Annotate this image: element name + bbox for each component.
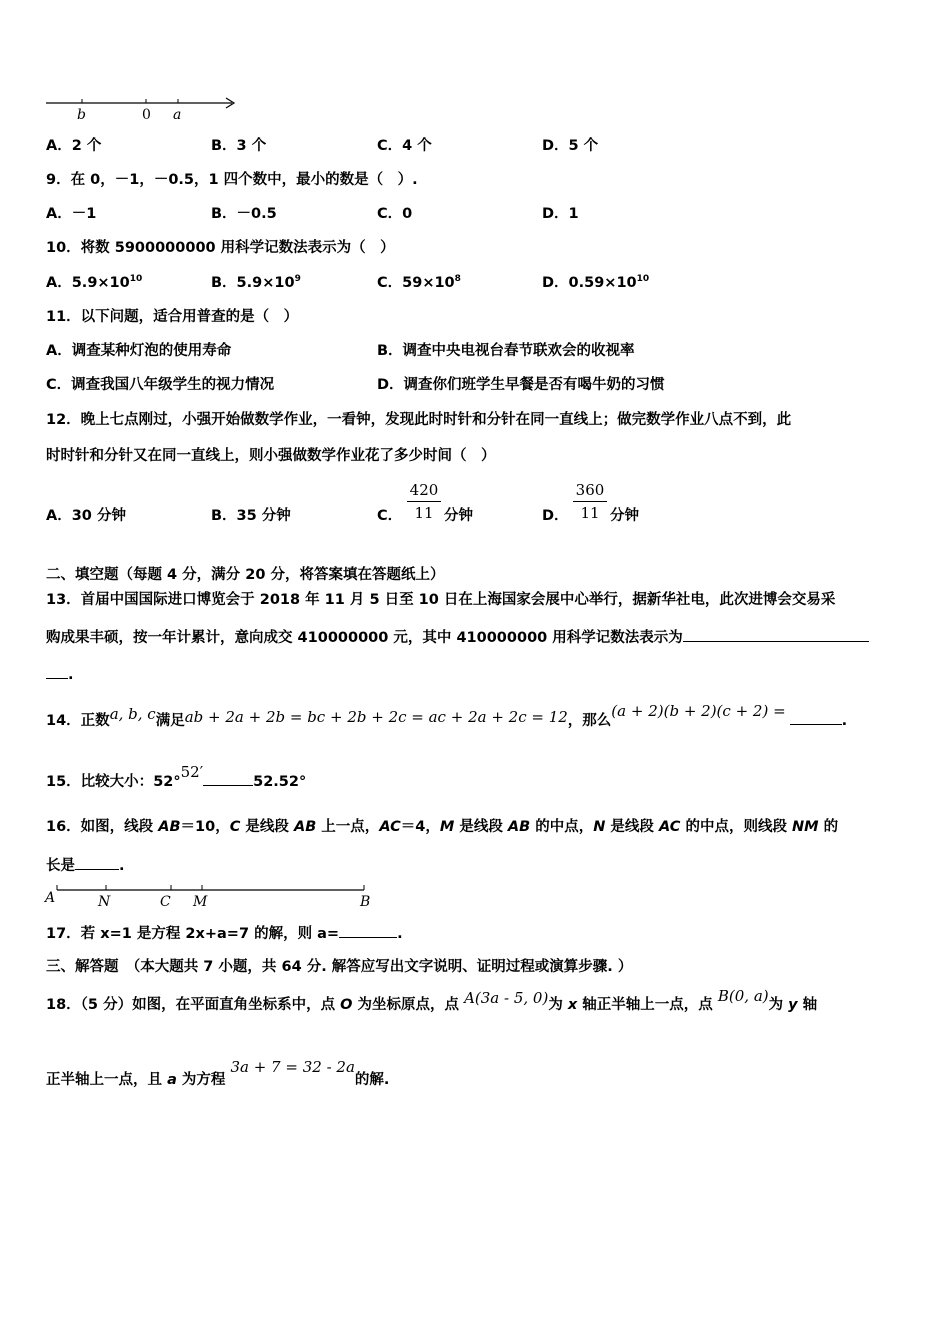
- q18-point-b: B(0, a): [717, 987, 769, 1005]
- q16-part-6: 上一点，: [316, 819, 380, 835]
- q18-text-9: 的解.: [354, 1072, 390, 1088]
- q10-option-b-base: B．5.9×10: [211, 275, 295, 291]
- q12-fraction-c: [407, 481, 441, 522]
- q16-stem-line1: [46, 817, 838, 837]
- q12-option-d-unit: 分钟: [610, 508, 639, 524]
- q12-option-d[interactable]: D．: [542, 508, 569, 524]
- q16-part-18: 的: [818, 819, 839, 835]
- q16-part-4: 是线段: [240, 819, 294, 835]
- q11-option-b[interactable]: B．调查中央电视台春节联欢会的收视率: [377, 343, 635, 359]
- q14-equation: ab + 2a + 2b = bc + 2b + 2c = ac + 2a + 2c = 12: [184, 708, 568, 726]
- q8-option-b[interactable]: B．3 个: [211, 138, 267, 154]
- q11-option-d[interactable]: D．调查你们班学生早餐是否有喝牛奶的习惯: [377, 377, 665, 393]
- q18-var-a: a: [167, 1072, 177, 1088]
- q8-option-a[interactable]: A．2 个: [46, 138, 102, 154]
- q16-part-3: C: [229, 819, 241, 835]
- q16-part-0: 16．如图，线段: [46, 819, 159, 835]
- q16-part-1: AB: [158, 819, 181, 835]
- q16-part-17: NM: [792, 819, 819, 835]
- q16-label-b: B: [360, 894, 371, 908]
- section3-title: 三、解答题 （本大题共 7 小题，共 64 分. 解答应写出文字说明、证明过程或演算步骤. ）: [46, 959, 633, 975]
- q18-point-o: O: [340, 997, 353, 1013]
- q16-part-5: AB: [293, 819, 317, 835]
- q12-option-c-unit: 分钟: [444, 508, 473, 524]
- q16-label-c: C: [160, 894, 171, 908]
- q10-option-a[interactable]: [46, 273, 142, 293]
- q15-left: 52°: [153, 774, 181, 790]
- q16-label-m: M: [193, 894, 208, 908]
- number-line-label-b: b: [77, 107, 86, 122]
- q16-answer-blank[interactable]: [75, 855, 119, 870]
- q10-option-d[interactable]: [542, 273, 649, 293]
- section2-title: 二、填空题（每题 4 分，满分 20 分，将答案填在答题纸上）: [46, 567, 445, 583]
- q12-fraction-d-denominator: 11: [580, 504, 600, 522]
- q13-answer-blank[interactable]: [683, 627, 869, 642]
- q10-option-b[interactable]: [211, 273, 301, 293]
- q9-stem: 9．在 0，－1，－0.5，1 四个数中，最小的数是（ ）.: [46, 172, 418, 188]
- q9-option-b[interactable]: B．－0.5: [211, 206, 277, 222]
- q9-option-c[interactable]: C．0: [377, 206, 413, 222]
- q16-period: .: [119, 858, 125, 874]
- q16-part-8: ＝4，: [400, 819, 440, 835]
- number-line-label-0: 0: [142, 107, 151, 122]
- q8-option-c[interactable]: C．4 个: [377, 138, 432, 154]
- q17-text: 17．若 x=1 是方程 2x+a=7 的解，则 a=: [46, 926, 340, 942]
- q14-vars: a, b, c: [109, 705, 156, 723]
- q16-part-9: M: [439, 819, 455, 835]
- q16-label-n: N: [98, 894, 111, 908]
- q10-option-a-exp: 10: [129, 274, 143, 284]
- q18-line2: [46, 1058, 390, 1090]
- q13-line2: [46, 627, 869, 648]
- q12-option-c[interactable]: C．: [377, 508, 403, 524]
- q17-line: [46, 923, 403, 944]
- q10-option-c-exp: 8: [454, 274, 461, 284]
- q18-text-2: 为坐标原点，点: [352, 997, 465, 1013]
- q11-option-c[interactable]: C．调查我国八年级学生的视力情况: [46, 377, 275, 393]
- q18-line1: [46, 987, 818, 1015]
- q14-comma: ，那么: [567, 713, 612, 729]
- q18-text-1: 18．（5 分）如图，在平面直角坐标系中，点: [46, 997, 341, 1013]
- number-line-figure: [44, 92, 244, 122]
- q12-option-b[interactable]: B．35 分钟: [211, 508, 291, 524]
- q16-part-7: AC: [379, 819, 401, 835]
- q16-part-11: AB: [507, 819, 531, 835]
- q12-stem-line1: 12．晚上七点刚过，小强开始做数学作业，一看钟，发现此时时针和分针在同一直线上；做完数学作业八点不到，此: [46, 412, 792, 428]
- q18-text-4: 轴正半轴上一点，点: [577, 997, 718, 1013]
- q16-part-16: 的中点，则线段: [680, 819, 792, 835]
- q16-part-10: 是线段: [454, 819, 508, 835]
- q18-x-axis: x: [567, 997, 578, 1013]
- q11-option-a[interactable]: A．调查某种灯泡的使用寿命: [46, 343, 232, 359]
- q15-right: 52.52°: [253, 774, 307, 790]
- q15-prefix: 15．比较大小：: [46, 774, 154, 790]
- q16-label-a: A: [45, 890, 56, 906]
- q10-option-d-base: D．0.59×10: [542, 275, 637, 291]
- q18-text-7: 正半轴上一点，且: [46, 1072, 168, 1088]
- q12-fraction-d-numerator: 360: [573, 481, 607, 502]
- q10-option-c[interactable]: [377, 273, 461, 293]
- q14-mid: 满足: [155, 713, 185, 729]
- q10-option-a-base: A．5.9×10: [46, 275, 130, 291]
- q18-equation: 3a + 7 = 32 - 2a: [230, 1058, 355, 1076]
- q14-period: .: [841, 713, 848, 729]
- q14-prefix: 14．正数: [46, 713, 110, 729]
- q12-fraction-c-denominator: 11: [414, 504, 434, 522]
- q17-answer-blank[interactable]: [339, 923, 397, 938]
- q17-period: .: [397, 926, 403, 942]
- q18-text-5: 为: [768, 997, 789, 1013]
- q16-line2-text: 长是: [46, 858, 75, 874]
- q12-option-a[interactable]: A．30 分钟: [46, 508, 126, 524]
- q14-expression: (a + 2)(b + 2)(c + 2) =: [611, 702, 786, 720]
- q14-answer-blank[interactable]: [790, 710, 842, 725]
- q16-part-15: AC: [658, 819, 681, 835]
- q8-option-d[interactable]: D．5 个: [542, 138, 599, 154]
- q12-fraction-c-numerator: 420: [407, 481, 441, 502]
- q18-point-a: A(3a - 5, 0): [464, 989, 549, 1007]
- q11-stem: 11．以下问题，适合用普查的是（ ）: [46, 309, 299, 325]
- q10-option-c-base: C．59×10: [377, 275, 455, 291]
- q9-option-a[interactable]: A．－1: [46, 206, 97, 222]
- q15-line: [46, 763, 307, 792]
- q16-part-14: 是线段: [605, 819, 659, 835]
- q18-text-6: 轴: [797, 997, 818, 1013]
- q10-option-d-exp: 10: [636, 274, 650, 284]
- q13-line3: [46, 664, 74, 685]
- q13-line1: 13．首届中国国际进口博览会于 2018 年 11 月 5 日至 10 日在上海国家会展中心举行，据新华社电，此次进博会交易采: [46, 592, 836, 608]
- q10-option-b-exp: 9: [294, 274, 301, 284]
- q16-part-13: N: [593, 819, 606, 835]
- q15-left-minutes: 52′: [180, 763, 204, 781]
- q13-line2-text: 购成果丰硕，按一年计累计，意向成交 410000000 元，其中 410000000 用科学记数法表示为: [46, 630, 683, 646]
- q14-line: [46, 702, 848, 731]
- q13-period: .: [68, 667, 74, 683]
- q13-answer-blank-cont[interactable]: [46, 664, 68, 679]
- q15-answer-blank[interactable]: [203, 771, 253, 786]
- q16-segment-figure: [42, 880, 382, 908]
- q16-part-2: ＝10，: [180, 819, 230, 835]
- q18-y-axis: y: [788, 997, 798, 1013]
- q12-fraction-d: [573, 481, 607, 522]
- number-line-label-a: a: [173, 107, 182, 122]
- q10-stem: 10．将数 5900000000 用科学记数法表示为（ ）: [46, 240, 395, 256]
- q18-text-8: 为方程: [176, 1072, 231, 1088]
- q9-option-d[interactable]: D．1: [542, 206, 579, 222]
- q16-stem-line2: [46, 855, 125, 876]
- q12-stem-line2: 时时针和分针又在同一直线上，则小强做数学作业花了多少时间（ ）: [46, 448, 496, 464]
- q18-text-3: 为: [548, 997, 568, 1013]
- q16-part-12: 的中点，: [530, 819, 594, 835]
